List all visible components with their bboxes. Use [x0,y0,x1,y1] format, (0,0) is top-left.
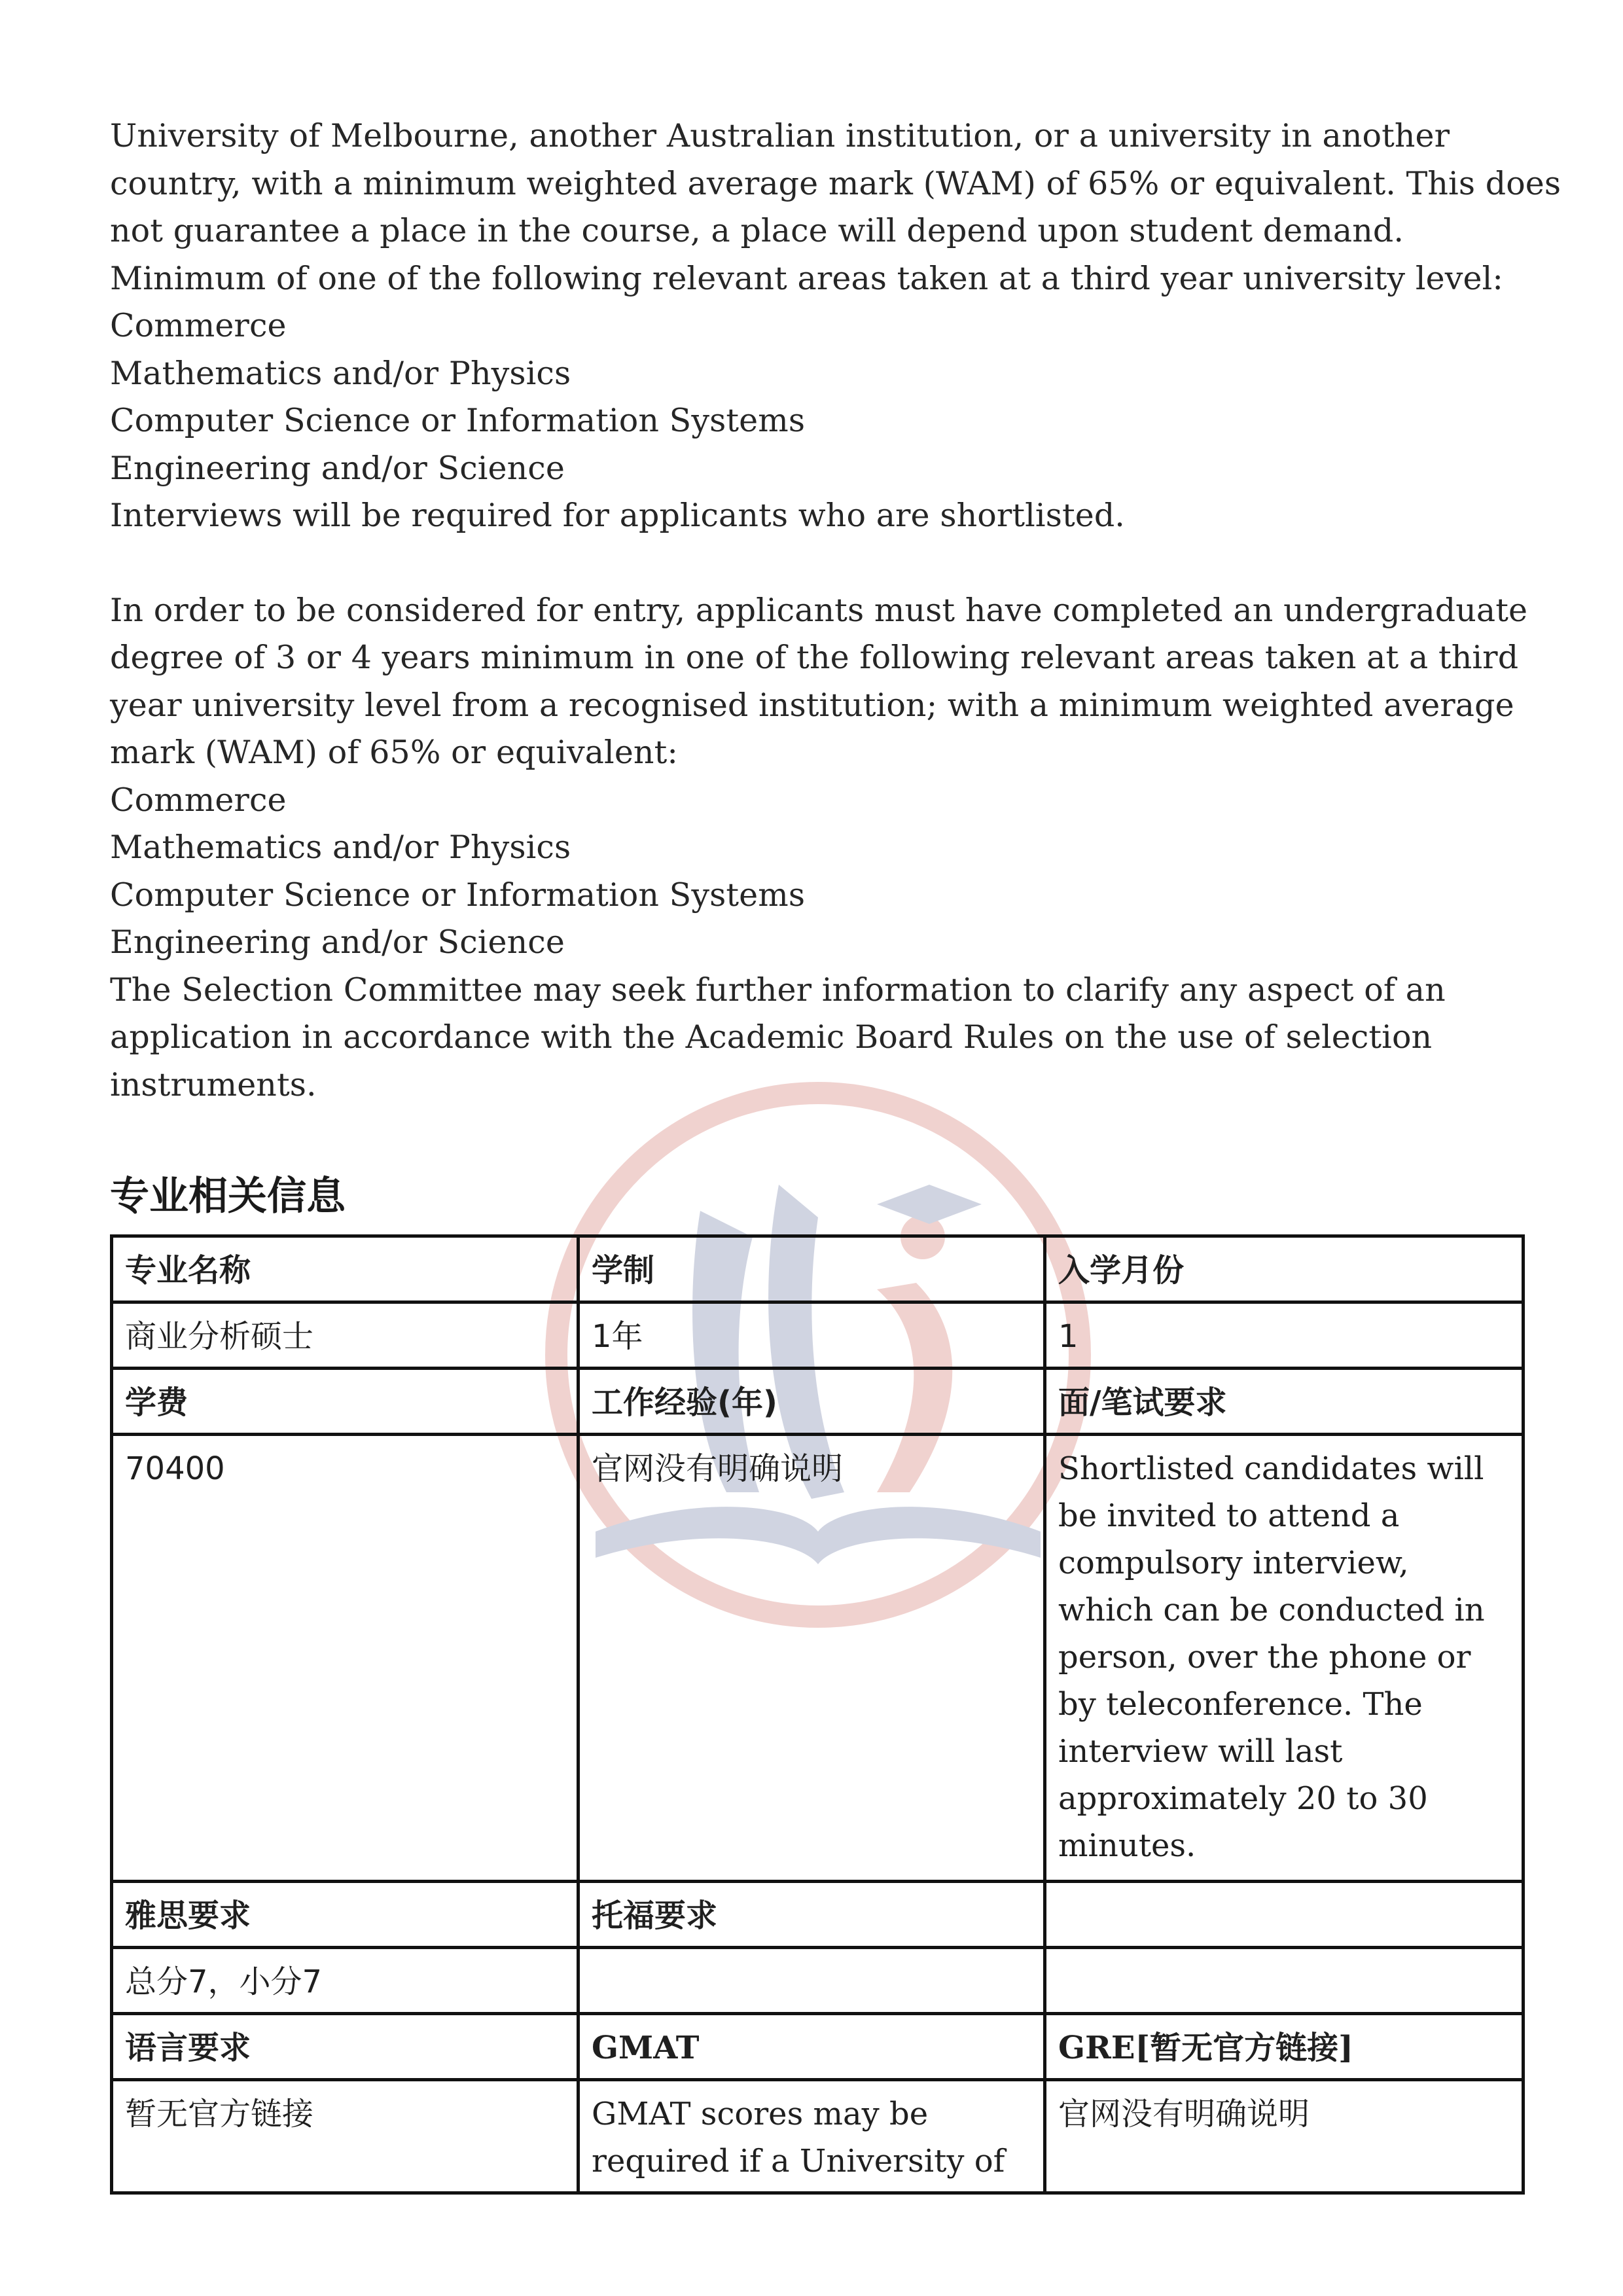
table-row [112,2014,1524,2080]
text-line: application in accordance with the Academic Board Rules on the use of selection [110,1018,1433,1056]
text-line: Commerce [110,307,287,344]
program-name-value: 商业分析硕士 [112,1302,579,1369]
ielts-value: 总分7，小分7 [112,1948,579,2014]
interview-line: which can be conducted in [1058,1592,1485,1628]
duration-value: 1年 [579,1302,1045,1369]
table-row [112,1948,1524,2014]
text-line: Computer Science or Information Systems [110,402,806,439]
text-line: year university level from a recognised institution; with a minimum weighted average [110,686,1514,724]
gre-value: 官网没有明确说明 [1045,2080,1524,2193]
gmat-line: required if a University of [592,2143,1005,2179]
intro-paragraph-2 [110,587,1528,1109]
text-line: Interviews will be required for applicants who are shortlisted. [110,497,1125,534]
interview-line: person, over the phone or [1058,1639,1471,1676]
text-line: Mathematics and/or Physics [110,354,571,392]
gmat-value [579,2080,1045,2193]
intake-value: 1 [1045,1302,1524,1369]
table-row [112,1369,1524,1435]
table-row [112,1302,1524,1369]
text-line: In order to be considered for entry, applicants must have completed an undergraduate [110,591,1528,629]
text-line: Commerce [110,781,287,819]
work-exp-value: 官网没有明确说明 [579,1435,1045,1882]
text-line: Minimum of one of the following relevant areas taken at a third year university level: [110,259,1503,297]
gmat-line: GMAT scores may be [592,2096,929,2132]
text-line: country, with a minimum weighted average mark (WAM) of 65% or equivalent. This does [110,164,1561,202]
program-name-label: 专业名称 [112,1236,579,1302]
text-line: not guarantee a place in the course, a place will depend upon student demand. [110,212,1404,249]
language-label: 语言要求 [112,2014,579,2080]
toefl-value [579,1948,1045,2014]
language-value: 暂无官方链接 [112,2080,579,2193]
text-line: Mathematics and/or Physics [110,829,571,866]
interview-line: minutes. [1058,1827,1196,1864]
interview-line: by teleconference. The [1058,1686,1423,1723]
ielts-label: 雅思要求 [112,1882,579,1948]
text-line: degree of 3 or 4 years minimum in one of the following relevant areas taken at a third [110,639,1519,676]
intake-label: 入学月份 [1045,1236,1524,1302]
text-line: instruments. [110,1066,317,1103]
interview-line: be invited to attend a [1058,1498,1400,1534]
work-exp-label: 工作经验(年) [579,1369,1045,1435]
table-row [112,1882,1524,1948]
toefl-label: 托福要求 [579,1882,1045,1948]
text-line: mark (WAM) of 65% or equivalent: [110,734,678,771]
table-row [112,1236,1524,1302]
tuition-value: 70400 [112,1435,579,1882]
text-line: Engineering and/or Science [110,924,565,961]
intro-paragraph-1 [110,113,1561,540]
empty-cell [1045,1882,1524,1948]
interview-line: interview will last [1058,1733,1343,1770]
text-line: Computer Science or Information Systems [110,876,806,914]
intro-text [110,113,1561,1109]
section-title: 专业相关信息 [110,1174,346,1219]
interview-line: Shortlisted candidates will [1058,1450,1484,1487]
table-row [112,1435,1524,1882]
interview-value [1045,1435,1524,1882]
gmat-label: GMAT [579,2014,1045,2080]
tuition-label: 学费 [112,1369,579,1435]
text-line: The Selection Committee may seek further information to clarify any aspect of an [110,971,1446,1009]
text-line: Engineering and/or Science [110,449,565,487]
interview-label: 面/笔试要求 [1045,1369,1524,1435]
empty-cell [1045,1948,1524,2014]
program-info-table [110,1234,1525,2195]
gre-label: GRE[暂无官方链接] [1045,2014,1524,2080]
interview-line: compulsory interview, [1058,1545,1409,1581]
duration-label: 学制 [579,1236,1045,1302]
interview-line: approximately 20 to 30 [1058,1780,1428,1817]
table-row [112,2080,1524,2193]
text-line: University of Melbourne, another Australian institution, or a university in another [110,117,1450,154]
